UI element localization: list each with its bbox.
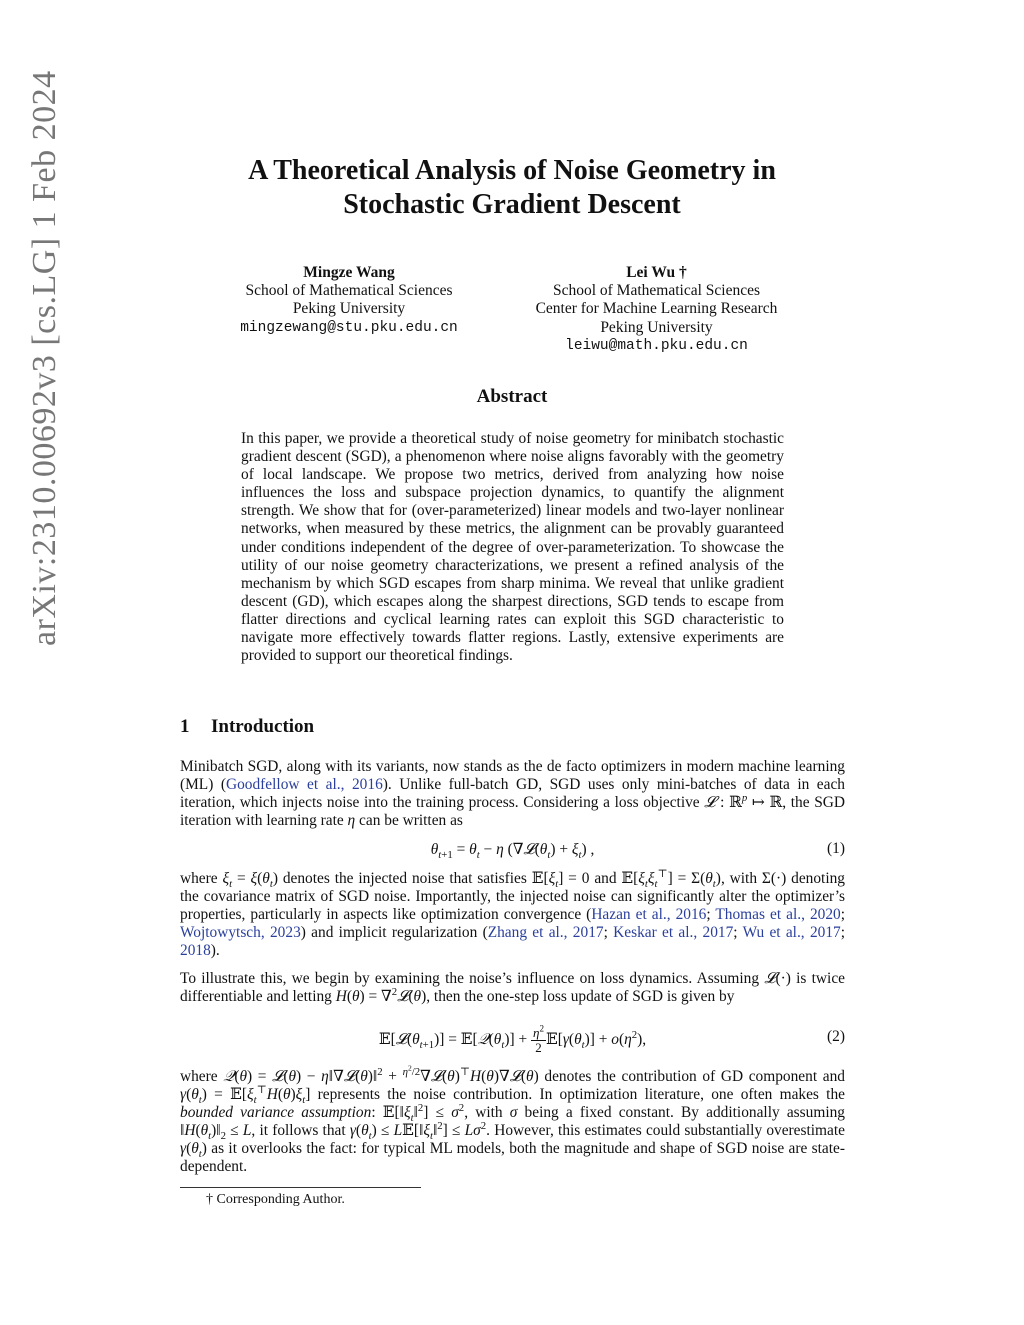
- cite-year: 2020: [809, 906, 841, 924]
- text-run: , it follows that: [251, 1122, 346, 1140]
- equation-2: $𝔼[𝓛(\theta_{t+1})]$ = $𝔼[𝒬(\theta_t)]$ + $\frac{\eta^2}{2}$ $𝔼[\gamma(\theta_t)] + o(\eta^2)$, (2): [378, 1023, 845, 1055]
- section-number: 1: [180, 716, 190, 737]
- cite-text: Wu et al.: [742, 924, 801, 942]
- intro-paragraph-1: Minibatch SGD, along with its variants, now stands as the de facto optimizers in modern machine learning (ML) (Goodfellow et al., 2016). Unlike full-batch GD, SGD uses only mini-batches of data in each iteration, which injects noise into the training process. Considering a loss objective 𝓛 : ℝ$^p$ ↦ ℝ, the SGD iteration with learning rate η can be written as: [180, 758, 845, 830]
- cite-text: Zhang et al.: [487, 924, 564, 942]
- abstract-text: In this paper, we provide a theoretical study of noise geometry for minibatch stochastic gradient descent (SGD), a phenomenon where noise aligns favorably with the geometry of local landscape. We propose two metrics, derived from analyzing how noise influences the loss and subspace projection dynamics, to quantify the alignment strength. We show that for (over-parameterized) linear models and two-layer nonlinear networks, when measured by these metrics, the alignment can be provably guaranteed under conditions independent of the degree of over-parameterization. To showcase the utility of our noise geometry characterizations, we present a refined analysis of the mechanism by which SGD escapes from sharp minima. We reveal that unlike gradient descent (GD), which escapes along the sharpest directions, SGD tends to escape from flatter directions and cyclical learning rates can exploit this SGD characteristic to navigate more effectively towards flatter regions. Lastly, extensive experiments are provided to support our theoretical findings.: [241, 430, 784, 665]
- citation-link[interactable]: Hazan et al., 2016: [591, 906, 707, 924]
- title-line-2: Stochastic Gradient Descent: [343, 189, 681, 220]
- citation-link[interactable]: Goodfellow et al., 2016: [225, 776, 383, 794]
- author-affiliation: School of Mathematical Sciences: [552, 282, 761, 300]
- author-affiliation: Peking University: [292, 300, 406, 318]
- author-block-2: [515, 264, 798, 355]
- text-run: is twice differentiable and letting: [180, 970, 845, 1006]
- cite-year: 2018: [180, 942, 211, 960]
- author-name: Lei Wu †: [626, 264, 687, 281]
- author-affiliation: Center for Machine Learning Research: [535, 300, 778, 318]
- section-heading: [180, 716, 314, 738]
- text-run: denotes the contribution of GD component and: [544, 1068, 845, 1085]
- cite-year: 2017: [702, 924, 734, 942]
- cite-year: 2017: [572, 924, 604, 942]
- equation-number: (2): [827, 1028, 845, 1045]
- citation-link[interactable]: Keskar et al., 2017: [613, 924, 734, 942]
- text-run: ). Unlike full-batch GD, SGD uses only mini-batches of data in each iteration, which injects noise into the training process. Considering a loss objective: [180, 776, 845, 812]
- text-run: ) and implicit regularization (: [300, 924, 488, 942]
- author-email[interactable]: leiwu@math.pku.edu.cn: [565, 337, 748, 354]
- citation-link[interactable]: Wu et al., 2017: [742, 924, 841, 942]
- footnote-rule: [180, 1187, 421, 1188]
- cite-year: 2017: [809, 924, 841, 942]
- arxiv-side-label: arXiv:2310.00692v3 [cs.LG] 1 Feb 2024: [26, 70, 63, 646]
- text-run: represents the noise contribution. In optimization literature, one often makes the: [317, 1086, 845, 1104]
- text-run: being a fixed constant. By additionally assuming: [524, 1104, 845, 1122]
- abstract-heading: Abstract: [476, 386, 548, 407]
- text-run: denotes the injected noise that satisfies: [282, 870, 527, 887]
- text-run: . However, this estimates could substantially overestimate: [486, 1122, 845, 1140]
- text-run: Minibatch SGD, along with its variants, now stands as the de facto optimizers in modern machine learning (ML) (: [180, 758, 845, 794]
- author-affiliation: Peking University: [600, 318, 713, 336]
- citation-link[interactable]: Thomas et al., 2020: [715, 906, 841, 924]
- equation-1: $\theta_{t+1} = \theta_t - \eta$ $(\nabla 𝓛(\theta_t) + \xi_t)$ , (1): [430, 840, 845, 862]
- title-line-1: A Theoretical Analysis of Noise Geometry in: [248, 155, 776, 186]
- cite-text: Wojtowytsch: [180, 924, 261, 942]
- text-run: and: [594, 870, 617, 887]
- italic-term: bounded variance assumption: [180, 1104, 372, 1122]
- author-block-1: [224, 264, 474, 337]
- author-name: Mingze Wang: [303, 264, 395, 281]
- intro-paragraph-4: where 𝒬(θ) = 𝓛(θ) − η‖∇𝓛(θ)‖$^2$ + $^{\eta^2/2}$∇𝓛(θ)⊤H(θ)∇𝓛(θ) denotes the contribution of GD component and $\gamma(\theta_t)$ = $𝔼[\xi_t^⊤H(\theta)\xi_t]$ represents the noise contribution. In optimization literature, one often makes the bounded variance assumption: $𝔼[‖\xi_t‖^2] \le \sigma^2$, with σ being a fixed constant. By additionally assuming $‖H(\theta_t)‖_2 \le L$, it follows that $\gamma(\theta_t)$ ≤ $L𝔼[‖\xi_t‖^2] \le L\sigma^2$. However, this estimates could substantially overestimate $\gamma(\theta_t)$ as it overlooks the fact: for typical ML models, both the magnitude and shape of SGD noise are state-dependent.: [180, 1063, 845, 1176]
- text-run: denoting the covariance matrix of SGD noise. Importantly, the injected noise can significantly alter the optimizer’s properties, particularly in aspects like optimization convergence (: [180, 870, 845, 924]
- paper-title: [0, 154, 1024, 222]
- author-affiliation: School of Mathematical Sciences: [245, 282, 453, 300]
- text-run: To illustrate this, we begin by examining the noise’s influence on loss dynamics. Assuming: [180, 970, 760, 987]
- text-run: , with: [464, 1104, 503, 1122]
- cite-year: 2016: [675, 906, 707, 924]
- text-run: , the SGD iteration with learning rate: [180, 794, 845, 830]
- intro-paragraph-3: To illustrate this, we begin by examining the noise’s influence on loss dynamics. Assuming 𝓛(·) is twice differentiable and letting H(θ) = ∇$^2$𝓛(θ), then the one-step loss update of SGD is given by: [180, 970, 845, 1006]
- cite-text: Keskar et al.: [613, 924, 694, 942]
- equation-number: (1): [827, 840, 845, 857]
- section-title: Introduction: [211, 716, 315, 737]
- footnote: † Corresponding Author.: [206, 1192, 345, 1207]
- text-run: as it overlooks the fact: for typical ML models, both the magnitude and shape of SGD noise are state-dependent.: [180, 1140, 845, 1176]
- author-email[interactable]: mingzewang@stu.pku.edu.cn: [240, 319, 458, 336]
- citation-link[interactable]: Zhang et al., 2017: [487, 924, 604, 942]
- intro-paragraph-2: where $\xi_t = \xi(\theta_t)$ denotes the injected noise that satisfies $𝔼[\xi_t] = 0$ and $𝔼[\xi_t\xi_t^⊤] = \Sigma(\theta_t)$, with Σ(·) denoting the covariance matrix of SGD noise. Importantly, the injected noise can significantly alter the optimizer’s properties, particularly in aspects like optimization convergence (Hazan et al., 2016; Thomas et al., 2020; Wojtowytsch, 2023) and implicit regularization (Zhang et al., 2017; Keskar et al., 2017; Wu et al., 2017; 2018).: [180, 867, 846, 960]
- cite-text: Thomas et al.: [715, 906, 802, 924]
- text-run: , then the one-step loss update of SGD is given by: [426, 988, 735, 1006]
- cite-year: 2016: [351, 776, 383, 794]
- citation-link[interactable]: [180, 942, 211, 959]
- cite-text: Goodfellow et al.: [225, 776, 341, 794]
- cite-year: 2023: [269, 924, 301, 942]
- text-run: , with: [720, 870, 758, 887]
- cite-text: Hazan et al.: [591, 906, 667, 924]
- text-run: can be written as: [359, 812, 463, 830]
- citation-link[interactable]: Wojtowytsch, 2023: [180, 924, 301, 942]
